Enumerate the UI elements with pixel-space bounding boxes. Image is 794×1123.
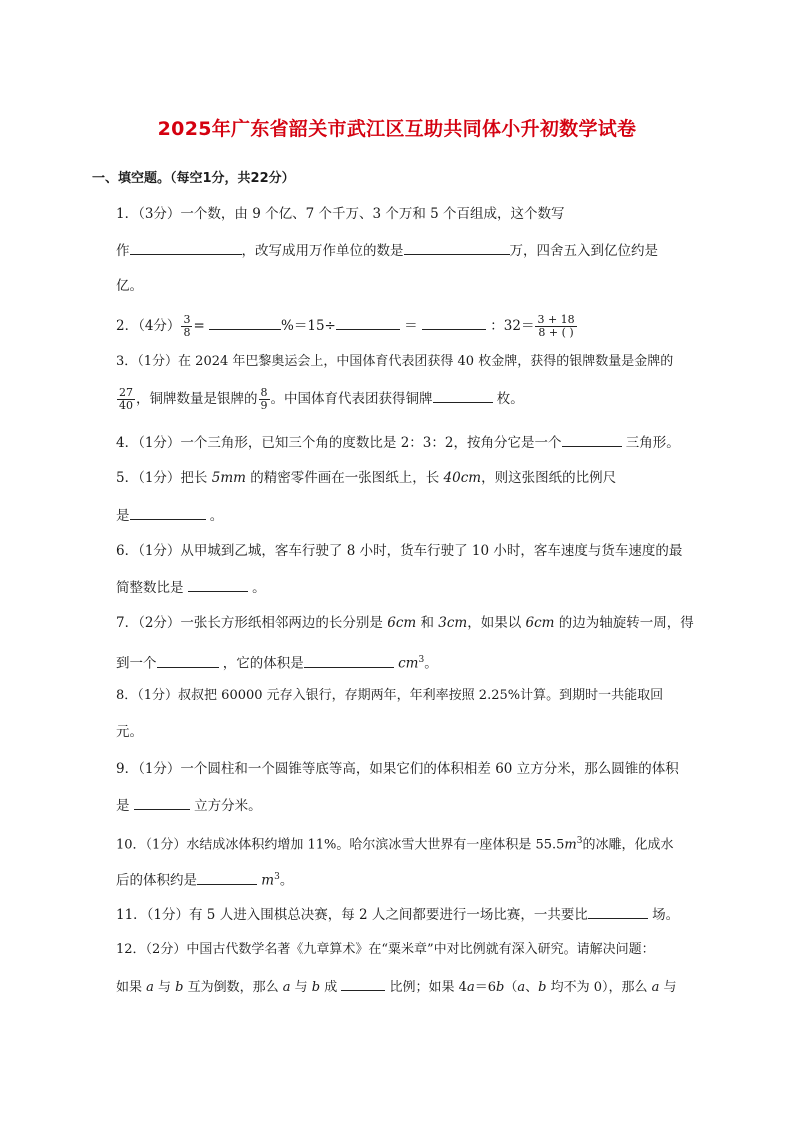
q5-text-e: 。 [209, 508, 224, 524]
answer-blank[interactable] [134, 795, 190, 810]
question-5-line-1 [116, 468, 694, 488]
q7-text-a: 7．（2分）一张长方形纸相邻两边的长分别是 [116, 615, 388, 631]
variable: a [146, 980, 154, 995]
q12-text: 比例；如果 4 [385, 980, 467, 995]
answer-blank[interactable] [341, 976, 385, 991]
q12-text: 如果 [116, 980, 147, 995]
q4-text-a: 4．（1分）一个三角形，已知三个角的度数比是 2：3：2，按角分它是一个 [116, 435, 562, 451]
question-1-line-3: 亿。 [116, 278, 143, 294]
question-11 [116, 904, 694, 925]
q10-text-c: 后的体积约是 [116, 872, 197, 889]
fraction-numerator: 3 [183, 313, 191, 326]
question-9-line-1: 9．（1分）一个圆柱和一个圆锥等底等高，如果它们的体积相差 60 立方分米，那么圆锥的体积 [116, 761, 679, 777]
variable: a [651, 980, 660, 995]
question-10-line-2 [116, 867, 694, 891]
answer-blank[interactable] [188, 577, 248, 592]
unit-exponent: 3 [576, 836, 583, 846]
q9-text-b: 立方分米。 [194, 798, 262, 814]
answer-blank[interactable] [336, 315, 400, 330]
question-2 [116, 314, 694, 339]
question-4 [116, 432, 694, 453]
q5-text-b: 的精密零件画在一张图纸上，长 [245, 470, 444, 486]
fraction-denominator: 40 [119, 399, 133, 412]
question-9-line-2 [116, 795, 694, 816]
answer-blank[interactable] [433, 388, 493, 403]
unit: m [564, 837, 577, 853]
q12-text: 互为倒数，那么 [183, 980, 283, 995]
fraction [535, 314, 576, 339]
unit-exponent: 3 [418, 655, 425, 665]
variable: a [466, 980, 475, 995]
q11-text-b: 场。 [652, 907, 680, 923]
variable: a [282, 980, 291, 995]
unit: cm [398, 655, 419, 672]
q7-text-g: 。 [424, 655, 438, 672]
question-1-line-2 [116, 240, 694, 261]
fraction [259, 387, 270, 412]
answer-blank[interactable] [304, 653, 394, 668]
variable: b [175, 980, 184, 995]
question-3-line-1: 3．（1分）在 2024 年巴黎奥运会上，中国体育代表团获得 40 枚金牌，获得的银牌数量是金牌的 [116, 354, 674, 369]
variable: b [495, 980, 505, 995]
unit: 6cm [387, 615, 417, 631]
answer-blank[interactable] [130, 505, 206, 520]
q5-text-c: ，则这张图纸的比例尺 [481, 470, 617, 486]
q7-text-c: ，如果以 [467, 615, 526, 631]
question-12-line-1: 12．（2分）中国古代数学名著《九章算术》在“粟米章”中对比例就有深入研究。请解决问题： [116, 942, 655, 957]
answer-blank[interactable] [130, 240, 242, 255]
answer-blank[interactable] [209, 315, 281, 330]
q2-text-1: = [193, 318, 205, 334]
fraction [117, 387, 135, 412]
q2-text-4: ：32＝ [490, 318, 535, 334]
question-6-line-1: 6．（1分）从甲城到乙城，客车行驶了 8 小时，货车行驶了 10 小时，客车速度与货车速度的最 [116, 543, 683, 559]
q12-text: （ [504, 980, 518, 995]
exam-title: 2025年广东省韶关市武江区互助共同体小升初数学试卷 [157, 118, 637, 140]
variable: b [538, 980, 547, 995]
q7-text-b: 和 [416, 615, 439, 631]
question-1-line-1: 1．（3分）一个数，由 9 个亿、7 个千万、3 个万和 5 个百组成，这个数写 [116, 206, 565, 222]
answer-blank[interactable] [588, 904, 648, 919]
q12-text: 与 [659, 980, 677, 995]
q3-text-3: 枚。 [496, 391, 524, 407]
answer-blank[interactable] [197, 870, 257, 885]
question-5-line-2 [116, 505, 694, 526]
fraction-numerator: 27 [119, 386, 133, 399]
q1-text-b: ，改写成用万作单位的数是 [241, 243, 404, 259]
q9-text-a: 是 [116, 798, 130, 814]
q12-text: 与 [153, 980, 176, 995]
question-8-line-1: 8．（1分）叔叔把 60000 元存入银行，存期两年，年利率按照 2.25%计算。到期时一共能取回 [116, 688, 664, 703]
q3-text-2: 。中国体育代表团获得铜牌 [270, 391, 433, 407]
question-10-line-1 [116, 831, 694, 855]
q7-text-f: ，它的体积是 [222, 655, 304, 672]
question-8-line-2: 元。 [116, 724, 143, 740]
variable: a [517, 980, 526, 995]
q10-text-a: 10．（1分）水结成冰体积约增加 11%。哈尔滨冰雪大世界有一座体积是 55.5 [116, 837, 565, 853]
fraction-numerator: 3 + 18 [537, 313, 575, 326]
question-7-line-2 [116, 650, 694, 674]
q2-text-2: %＝15÷ [281, 318, 336, 334]
fraction-denominator: 8 + ( ) [538, 326, 574, 339]
question-7-line-1 [116, 613, 694, 633]
unit-exponent: 3 [274, 872, 280, 882]
fraction-denominator: 9 [260, 399, 268, 412]
unit: 3cm [438, 615, 468, 631]
fraction [181, 314, 192, 339]
q12-text: 与 [290, 980, 312, 995]
q12-text: 均不为 0），那么 [546, 980, 652, 995]
q10-text-d: 。 [279, 872, 294, 889]
fraction-denominator: 8 [183, 326, 191, 339]
question-6-line-2 [116, 577, 694, 598]
q6-text-a: 简整数比是 [116, 580, 184, 596]
q12-text: 、 [525, 980, 539, 995]
q1-text-a: 作 [116, 243, 130, 259]
q2-prefix: 2．（4分） [116, 318, 181, 334]
q10-text-b: 的冰雕，化成水 [582, 837, 674, 853]
unit: m [261, 872, 275, 889]
q1-text-c: 万，四舍五入到亿位约是 [509, 243, 658, 259]
unit: 40cm [443, 470, 482, 486]
question-3-line-2 [116, 387, 694, 412]
q12-text: 成 [320, 980, 342, 995]
q11-text-a: 11．（1分）有 5 人进入围棋总决赛，每 2 人之间都要进行一场比赛，一共要比 [116, 907, 588, 923]
answer-blank[interactable] [562, 432, 622, 447]
q5-text-a: 5．（1分）把长 [116, 470, 212, 486]
unit: 6cm [525, 615, 555, 631]
answer-blank[interactable] [422, 315, 486, 330]
answer-blank[interactable] [157, 653, 219, 668]
q3-text-1: ，铜牌数量是银牌的 [136, 391, 258, 407]
q6-text-b: 。 [252, 580, 266, 596]
fraction-numerator: 8 [260, 386, 268, 399]
q2-text-3: ＝ [404, 318, 418, 334]
variable: b [311, 980, 321, 995]
q12-text: ＝6 [474, 980, 496, 995]
section-heading: 一、填空题。（每空1分，共22分） [92, 171, 295, 186]
question-12-line-2 [116, 976, 694, 998]
q4-text-b: 三角形。 [625, 435, 680, 451]
q7-text-d: 的边为轴旋转一周，得 [554, 615, 694, 631]
q5-text-d: 是 [116, 508, 130, 524]
unit: 5mm [211, 470, 246, 486]
q7-text-e: 到一个 [116, 655, 157, 672]
answer-blank[interactable] [404, 240, 510, 255]
